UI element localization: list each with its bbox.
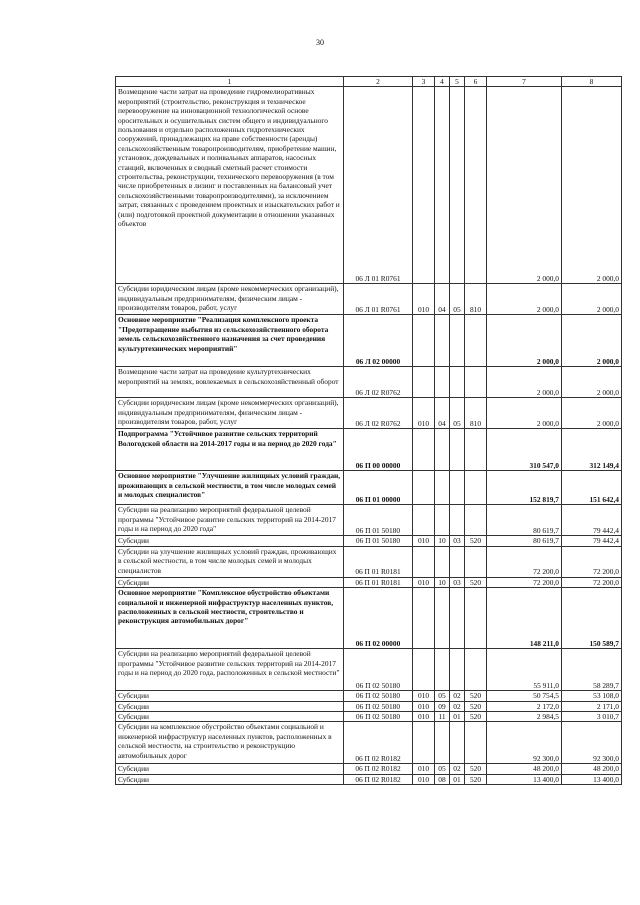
- row-code-cell: 06 П 02 50180: [344, 701, 413, 711]
- row-code-cell: 06 П 02 00000: [344, 588, 413, 649]
- row-code-cell: 06 П 02 R0182: [344, 722, 413, 764]
- row-value-2019-cell: 48 200,0: [562, 764, 622, 774]
- row-name-cell: Субсидии: [116, 691, 344, 701]
- row-value-2019-cell: 2 000,0: [562, 315, 622, 367]
- row-value-2018-cell: 13 400,0: [487, 774, 562, 784]
- row-value-2019-cell: 312 149,4: [562, 429, 622, 471]
- row-code-cell: 06 П 01 00000: [344, 471, 413, 505]
- row-expense-type-cell: 520: [465, 577, 487, 587]
- row-value-2019-cell: 72 200,0: [562, 546, 622, 577]
- row-value-2019-cell: 2 000,0: [562, 87, 622, 284]
- row-name-cell: Возмещение части затрат на проведение культуртехнических мероприятий на землях, вовлекаемых в сельскохозяйственный оборот: [116, 367, 344, 398]
- row-subsection-cell: 05: [450, 398, 465, 429]
- row-code-cell: 06 П 01 R0181: [344, 577, 413, 587]
- row-code-cell: 06 Л 02 R0762: [344, 398, 413, 429]
- table-row: [116, 398, 622, 429]
- header-row: [116, 77, 622, 87]
- row-section-cell: [435, 588, 450, 649]
- row-value-2018-cell: 48 200,0: [487, 764, 562, 774]
- row-value-2018-cell: 2 000,0: [487, 367, 562, 398]
- row-ministry-cell: 010: [413, 398, 435, 429]
- row-section-cell: [435, 429, 450, 471]
- row-section-cell: 10: [435, 577, 450, 587]
- row-value-2018-cell: 55 911,0: [487, 649, 562, 691]
- row-ministry-cell: [413, 649, 435, 691]
- row-expense-type-cell: [465, 471, 487, 505]
- row-subsection-cell: [450, 429, 465, 471]
- row-subsection-cell: 01: [450, 774, 465, 784]
- row-value-2019-cell: 2 000,0: [562, 398, 622, 429]
- row-subsection-cell: [450, 471, 465, 505]
- table-row: [116, 588, 622, 649]
- row-expense-type-cell: [465, 588, 487, 649]
- row-code-cell: 06 П 02 R0182: [344, 774, 413, 784]
- row-name-cell: Субсидии: [116, 577, 344, 587]
- row-subsection-cell: 02: [450, 764, 465, 774]
- row-value-2018-cell: 310 547,0: [487, 429, 562, 471]
- row-ministry-cell: 010: [413, 577, 435, 587]
- row-subsection-cell: 03: [450, 536, 465, 546]
- row-value-2018-cell: 72 200,0: [487, 546, 562, 577]
- row-ministry-cell: [413, 546, 435, 577]
- row-name-cell: Субсидии юридическим лицам (кроме некоммерческих организаций), индивидуальным предпринимателям, физическим лицам - производителям товаров, работ, услуг: [116, 284, 344, 315]
- row-section-cell: 05: [435, 764, 450, 774]
- row-name-cell: Субсидии на реализацию мероприятий федеральной целевой программы "Устойчивое развитие сельских территорий на 2014-2017 годы и на период до 2020 года, расположенных в сельской местности": [116, 649, 344, 691]
- row-section-cell: 09: [435, 701, 450, 711]
- row-value-2018-cell: 80 619,7: [487, 536, 562, 546]
- row-code-cell: 06 П 02 R0182: [344, 764, 413, 774]
- header-cell-1: 1: [116, 77, 344, 87]
- row-ministry-cell: 010: [413, 284, 435, 315]
- row-ministry-cell: [413, 588, 435, 649]
- table-row: [116, 367, 622, 398]
- row-expense-type-cell: [465, 315, 487, 367]
- row-expense-type-cell: 520: [465, 764, 487, 774]
- table-row: [116, 536, 622, 546]
- row-ministry-cell: 010: [413, 764, 435, 774]
- row-name-cell: Возмещение части затрат на проведение гидромелиоративных мероприятий (строительство, реконструкция и техническое перевооружение на инновационной технологической основе оросительных и осушительных систем общего и индивидуального пользования и отдельно расположенных гидротехнических сооружений, принадлежащих на праве собственности (аренды) сельскохозяйственным товаропроизводителям, приобретение машин, установок, дождевальных и поливальных аппаратов, насосных станций, включенных в сводный сметный расчет стоимости строительства, реконструкции, технического перевооружения (в том числе приобретенных в лизинг и поставленных на балансовый учет сельскохозяйственными товаропроизводителями), за исключением затрат, связанных с проведением проектных и изыскательских работ и (или) подготовкой проектной документации в отношении указанных объектов: [116, 87, 344, 284]
- header-cell-7: 7: [487, 77, 562, 87]
- row-value-2019-cell: 92 300,0: [562, 722, 622, 764]
- table-row: [116, 284, 622, 315]
- row-ministry-cell: 010: [413, 691, 435, 701]
- row-code-cell: 06 Л 01 R0761: [344, 284, 413, 315]
- row-value-2019-cell: 72 200,0: [562, 577, 622, 587]
- header-cell-6: 6: [465, 77, 487, 87]
- row-value-2019-cell: 2 000,0: [562, 367, 622, 398]
- table-row: [116, 764, 622, 774]
- row-code-cell: 06 П 02 50180: [344, 712, 413, 722]
- row-value-2019-cell: 3 010,7: [562, 712, 622, 722]
- row-section-cell: [435, 471, 450, 505]
- row-subsection-cell: [450, 588, 465, 649]
- row-subsection-cell: 05: [450, 284, 465, 315]
- row-code-cell: 06 Л 01 R0761: [344, 87, 413, 284]
- row-section-cell: [435, 546, 450, 577]
- row-expense-type-cell: 810: [465, 398, 487, 429]
- row-name-cell: Основное мероприятие "Комплексное обустройство объектами социальной и инженерной инфраструктур населенных пунктов, расположенных в сельской местности, строительство и реконструкция автомобильных дорог": [116, 588, 344, 649]
- header-cell-2: 2: [344, 77, 413, 87]
- table-row: [116, 774, 622, 784]
- page-number: 30: [316, 38, 324, 47]
- row-expense-type-cell: 520: [465, 774, 487, 784]
- table-row: [116, 577, 622, 587]
- row-ministry-cell: 010: [413, 712, 435, 722]
- row-code-cell: 06 Л 02 R0762: [344, 367, 413, 398]
- row-ministry-cell: 010: [413, 701, 435, 711]
- header-cell-4: 4: [435, 77, 450, 87]
- row-code-cell: 06 П 01 R0181: [344, 546, 413, 577]
- row-code-cell: 06 П 01 50180: [344, 505, 413, 536]
- row-subsection-cell: [450, 546, 465, 577]
- row-expense-type-cell: [465, 87, 487, 284]
- row-code-cell: 06 П 01 50180: [344, 536, 413, 546]
- row-ministry-cell: 010: [413, 774, 435, 784]
- row-expense-type-cell: 520: [465, 536, 487, 546]
- row-section-cell: [435, 315, 450, 367]
- table-row: [116, 691, 622, 701]
- row-name-cell: Субсидии на комплексное обустройство объектами социальной и инженерной инфраструктур населенных пунктов, расположенных в сельской местности, на строительство и реконструкцию автомобильных дорог: [116, 722, 344, 764]
- row-subsection-cell: [450, 505, 465, 536]
- row-ministry-cell: 010: [413, 536, 435, 546]
- table-row: [116, 471, 622, 505]
- row-subsection-cell: [450, 649, 465, 691]
- row-expense-type-cell: [465, 722, 487, 764]
- row-expense-type-cell: [465, 429, 487, 471]
- table-row: [116, 722, 622, 764]
- row-expense-type-cell: [465, 546, 487, 577]
- row-value-2019-cell: 13 400,0: [562, 774, 622, 784]
- row-value-2018-cell: 2 984,5: [487, 712, 562, 722]
- row-section-cell: 04: [435, 284, 450, 315]
- row-value-2019-cell: 79 442,4: [562, 536, 622, 546]
- row-value-2018-cell: 2 000,0: [487, 87, 562, 284]
- row-value-2019-cell: 150 589,7: [562, 588, 622, 649]
- row-section-cell: 08: [435, 774, 450, 784]
- row-ministry-cell: [413, 505, 435, 536]
- row-ministry-cell: [413, 315, 435, 367]
- row-section-cell: [435, 367, 450, 398]
- row-section-cell: 05: [435, 691, 450, 701]
- table-row: [116, 505, 622, 536]
- row-value-2019-cell: 53 108,0: [562, 691, 622, 701]
- row-expense-type-cell: [465, 649, 487, 691]
- row-name-cell: Основное мероприятие "Улучшение жилищных условий граждан, проживающих в сельской местности, в том числе молодых семей и молодых специалистов": [116, 471, 344, 505]
- header-cell-3: 3: [413, 77, 435, 87]
- row-value-2018-cell: 2 000,0: [487, 398, 562, 429]
- row-subsection-cell: [450, 722, 465, 764]
- row-section-cell: 04: [435, 398, 450, 429]
- row-value-2019-cell: 151 642,4: [562, 471, 622, 505]
- row-value-2018-cell: 2 000,0: [487, 284, 562, 315]
- row-expense-type-cell: [465, 505, 487, 536]
- row-name-cell: Субсидии: [116, 536, 344, 546]
- row-value-2018-cell: 80 619,7: [487, 505, 562, 536]
- row-section-cell: [435, 649, 450, 691]
- row-name-cell: Субсидии: [116, 701, 344, 711]
- row-code-cell: 06 Л 02 00000: [344, 315, 413, 367]
- row-subsection-cell: 02: [450, 691, 465, 701]
- row-expense-type-cell: 520: [465, 691, 487, 701]
- row-value-2019-cell: 2 171,0: [562, 701, 622, 711]
- row-value-2018-cell: 148 211,0: [487, 588, 562, 649]
- row-section-cell: [435, 87, 450, 284]
- table-row: [116, 87, 622, 284]
- row-subsection-cell: [450, 367, 465, 398]
- table-row: [116, 712, 622, 722]
- header-cell-8: 8: [562, 77, 622, 87]
- row-value-2018-cell: 152 819,7: [487, 471, 562, 505]
- row-expense-type-cell: [465, 367, 487, 398]
- row-name-cell: Субсидии на реализацию мероприятий федеральной целевой программы "Устойчивое развитие сельских территорий на 2014-2017 годы и на период до 2020 года": [116, 505, 344, 536]
- table-row: [116, 315, 622, 367]
- row-value-2018-cell: 92 300,0: [487, 722, 562, 764]
- row-value-2018-cell: 72 200,0: [487, 577, 562, 587]
- table-row: [116, 546, 622, 577]
- row-subsection-cell: [450, 315, 465, 367]
- row-value-2018-cell: 2 000,0: [487, 315, 562, 367]
- row-section-cell: 11: [435, 712, 450, 722]
- table-body: [116, 77, 622, 785]
- budget-table: [115, 76, 622, 785]
- row-name-cell: Субсидии юридическим лицам (кроме некоммерческих организаций), индивидуальным предпринимателям, физическим лицам - производителям товаров, работ, услуг: [116, 398, 344, 429]
- row-section-cell: [435, 722, 450, 764]
- row-value-2018-cell: 2 172,0: [487, 701, 562, 711]
- row-section-cell: [435, 505, 450, 536]
- table-row: [116, 649, 622, 691]
- row-code-cell: 06 П 02 50180: [344, 691, 413, 701]
- row-expense-type-cell: 810: [465, 284, 487, 315]
- row-subsection-cell: 02: [450, 701, 465, 711]
- row-value-2019-cell: 79 442,4: [562, 505, 622, 536]
- row-code-cell: 06 П 00 00000: [344, 429, 413, 471]
- row-ministry-cell: [413, 87, 435, 284]
- row-name-cell: Субсидии: [116, 774, 344, 784]
- row-ministry-cell: [413, 722, 435, 764]
- row-value-2019-cell: 58 289,7: [562, 649, 622, 691]
- row-value-2019-cell: 2 000,0: [562, 284, 622, 315]
- row-subsection-cell: 01: [450, 712, 465, 722]
- row-name-cell: Подпрограмма "Устойчивое развитие сельских территорий Вологодской области на 2014-2017 годы и на период до 2020 года": [116, 429, 344, 471]
- row-subsection-cell: [450, 87, 465, 284]
- row-ministry-cell: [413, 367, 435, 398]
- row-ministry-cell: [413, 471, 435, 505]
- row-code-cell: 06 П 02 50180: [344, 649, 413, 691]
- header-cell-5: 5: [450, 77, 465, 87]
- table-row: [116, 701, 622, 711]
- row-expense-type-cell: 520: [465, 701, 487, 711]
- row-name-cell: Субсидии на улучшение жилищных условий граждан, проживающих в сельской местности, в том числе молодых семей и молодых специалистов: [116, 546, 344, 577]
- row-ministry-cell: [413, 429, 435, 471]
- row-name-cell: Основное мероприятие "Реализация комплексного проекта "Предотвращение выбытия из сельскохозяйственного оборота земель сельскохозяйственного назначения за счет проведения культуртехнических мероприятий": [116, 315, 344, 367]
- row-subsection-cell: 03: [450, 577, 465, 587]
- row-name-cell: Субсидии: [116, 712, 344, 722]
- row-name-cell: Субсидии: [116, 764, 344, 774]
- row-expense-type-cell: 520: [465, 712, 487, 722]
- row-section-cell: 10: [435, 536, 450, 546]
- table-row: [116, 429, 622, 471]
- row-value-2018-cell: 50 754,5: [487, 691, 562, 701]
